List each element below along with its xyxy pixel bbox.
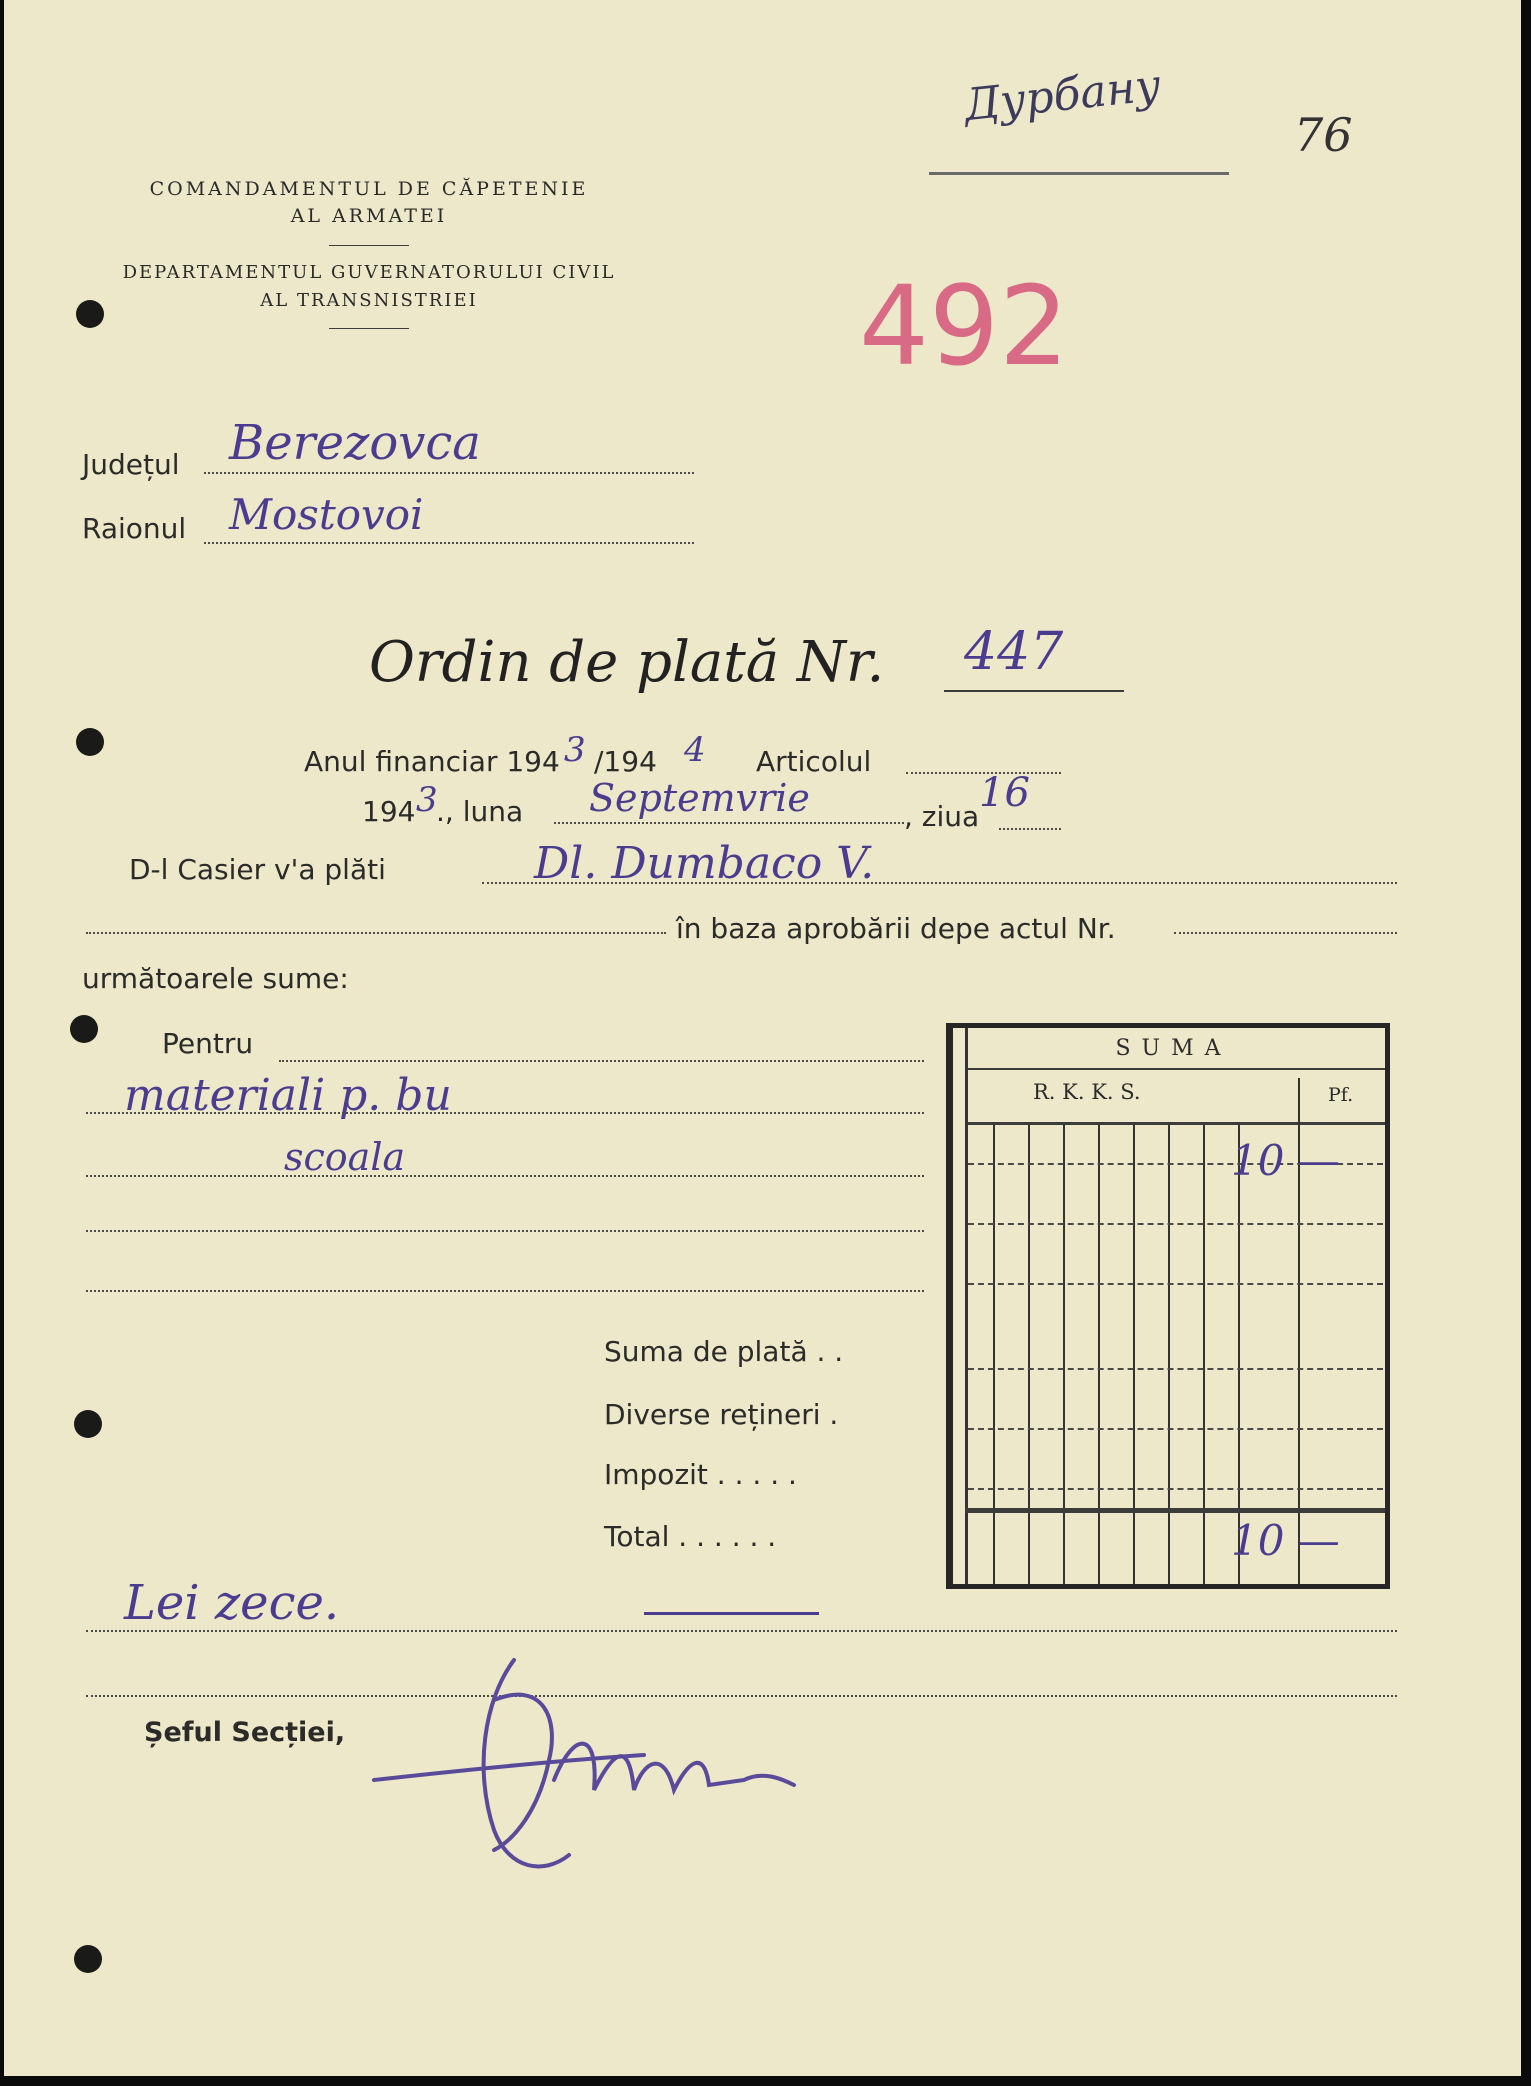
table-column-line [1063, 1125, 1065, 1584]
punch-hole [76, 728, 104, 756]
baza-label: în baza aprobării depe actul Nr. [676, 912, 1116, 945]
table-column-line [1098, 1125, 1100, 1584]
header-divider [329, 245, 409, 246]
punch-hole [70, 1015, 98, 1043]
pentru-line-1: materiali p. bu [124, 1070, 452, 1121]
pentru-line-2: scoala [284, 1135, 406, 1179]
urmatoarele-label: următoarele sume: [82, 962, 349, 995]
diverse-retineri-label: Diverse rețineri . [604, 1398, 839, 1431]
luna-label: ., luna [436, 795, 524, 828]
table-column-line [1028, 1125, 1030, 1584]
pentru-row-line [86, 1112, 924, 1114]
table-row-line [968, 1428, 1383, 1430]
pentru-line [279, 1060, 924, 1062]
anul-year1: 3 [564, 730, 586, 770]
table-row-line [968, 1488, 1383, 1490]
sef-label: Șeful Secției, [144, 1717, 346, 1748]
date-year: 3 [416, 780, 438, 820]
pentru-row-line [86, 1230, 924, 1232]
pentru-row-line [86, 1175, 924, 1177]
amount-row-1: 10 — [1231, 1136, 1340, 1185]
header-line-4: AL TRANSNISTRIEI [260, 290, 478, 311]
table-column-line [1133, 1125, 1135, 1584]
anul-year2: 4 [684, 730, 706, 770]
baza-left-line [86, 932, 666, 934]
order-number: 447 [964, 622, 1064, 682]
annotation-underline [929, 172, 1229, 175]
table-column-line [993, 1125, 995, 1584]
ziua-label: , ziua [904, 800, 980, 833]
table-total-rule [965, 1508, 1385, 1513]
header-line-1: COMANDAMENTUL DE CĂPETENIE [149, 178, 589, 200]
amount-total: 10 — [1231, 1516, 1340, 1565]
judetul-line [204, 472, 694, 474]
amount-in-words: Lei zece. [124, 1575, 340, 1631]
casier-label: D-l Casier v'a plăti [129, 853, 386, 886]
header-line-2: AL ARMATEI [290, 205, 448, 227]
raionul-value: Mostovoi [229, 490, 424, 539]
header-line-3: DEPARTAMENTUL GUVERNATORULUI CIVIL [122, 262, 616, 283]
anul-label: Anul financiar 194 [304, 745, 560, 778]
total-label: Total . . . . . . [604, 1520, 777, 1553]
handwritten-annotation: Дурбану [961, 59, 1164, 132]
table-rule [965, 1068, 1385, 1070]
table-column-line [1168, 1125, 1170, 1584]
suma-header: S U M A [1115, 1036, 1223, 1061]
casier-line [482, 882, 1397, 884]
table-row-line [968, 1223, 1383, 1225]
signature [344, 1640, 864, 1880]
impozit-label: Impozit . . . . . [604, 1458, 797, 1491]
table-column-line [1203, 1125, 1205, 1584]
header-divider [329, 328, 409, 329]
articolul-label: Articolul [756, 745, 872, 778]
raionul-line [204, 542, 694, 544]
page-number-handwritten: 76 [1294, 108, 1353, 162]
judetul-value: Berezovca [229, 415, 481, 471]
punch-hole [74, 1945, 102, 1973]
rkks-header: R. K. K. S. [1033, 1080, 1141, 1104]
table-row-line [968, 1368, 1383, 1370]
luna-line [554, 822, 904, 824]
punch-hole [74, 1410, 102, 1438]
table-row-line [968, 1283, 1383, 1285]
document-page [4, 0, 1521, 2076]
red-pencil-number: 492 [859, 262, 1069, 390]
raionul-label: Raionul [82, 512, 187, 545]
date-prefix: 194 [362, 795, 416, 828]
pentru-label: Pentru [162, 1027, 254, 1060]
anul-separator: /194 [594, 745, 657, 778]
luna-value: Septemvrie [589, 776, 810, 820]
ziua-value: 16 [979, 770, 1030, 816]
pf-header: Pf. [1328, 1084, 1354, 1106]
amount-table [946, 1023, 1390, 1589]
pentru-row-line [86, 1290, 924, 1292]
baza-right-line [1174, 932, 1397, 934]
suma-de-plata-label: Suma de plată . . [604, 1335, 844, 1368]
order-number-line [944, 690, 1124, 692]
amount-words-stroke [644, 1612, 819, 1615]
table-column-line [965, 1028, 968, 1584]
document-title: Ordin de plată Nr. [369, 630, 885, 695]
judetul-label: Județul [82, 448, 180, 481]
casier-value: Dl. Dumbaco V. [534, 838, 875, 889]
ziua-line [999, 828, 1061, 830]
amount-words-line [86, 1630, 1397, 1632]
